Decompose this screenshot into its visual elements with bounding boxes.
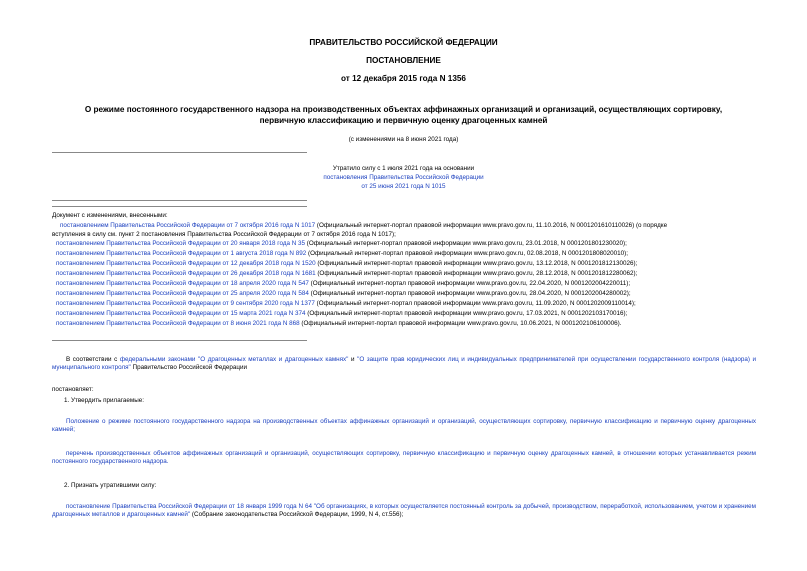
history-item: постановлением Правительства Российской Федерации от 20 января 2018 года N 35 (Официальный интернет-портал правовой информации www.pravo.gov.ru, 23.01.2018, N 0001201801230020); (56, 240, 627, 247)
history-item-link[interactable]: постановлением Правительства Российской Федерации от 12 декабря 2018 года N 1520 (56, 260, 316, 267)
history-item: постановлением Правительства Российской Федерации от 1 августа 2018 года N 892 (Официальный интернет-портал правовой информации www.pravo.gov.ru, 02.08.2018, N 0001201808020010); (56, 250, 629, 257)
history-item: постановлением Правительства Российской Федерации от 26 декабря 2018 года N 1681 (Официальный интернет-портал правовой информации www.pravo.gov.ru, 28.12.2018, N 0001201812280062); (56, 270, 638, 277)
history-item: постановлением Правительства Российской Федерации от 7 октября 2016 года N 1017 (Официальный интернет-портал правовой информации www.pravo.gov.ru, 11.10.2016, N 0001201610110026) (о порядке (60, 222, 668, 229)
history-item: постановлением Правительства Российской Федерации от 9 сентября 2020 года N 1377 (Официальный интернет-портал правовой информации www.pravo.gov.ru, 11.09.2020, N 0001202009110014); (56, 300, 636, 307)
protection-rights-law-link[interactable]: "О защите прав юридических лиц и индивидуальных предпринимателей при осуществлении государственного контроля (надзора) и муниципального контроля" (52, 356, 757, 372)
history-intro: Документ с изменениями, внесенными: (52, 212, 168, 219)
expired-line-1: Утратило силу с 1 июля 2021 года на основании (332, 165, 475, 172)
history-item: постановлением Правительства Российской Федерации от 8 июня 2021 года N 868 (Официальный интернет-портал правовой информации www.pravo.gov.ru, 10.06.2021, N 0001202106100006). (56, 320, 622, 327)
history-item-link[interactable]: постановлением Правительства Российской Федерации от 7 октября 2016 года N 1017 (60, 222, 316, 229)
approved-list-link[interactable]: перечень производственных объектов аффинажных организаций и организаций, осуществляющих сортировку, первичную классификацию и первичную оценку драгоценных камней, в отношении которых устанавливается режим постоянного государственного надзора. (52, 450, 756, 466)
history-item: постановлением Правительства Российской Федерации от 15 марта 2021 года N 374 (Официальный интернет-портал правовой информации www.pravo.gov.ru, 17.03.2021, N 0001202103170016); (56, 310, 628, 317)
repealed-paragraph: постановление Правительства Российской Федерации от 18 января 1999 года N 64 "Об организациях, в которых осуществляется постоянный контроль за добычей, производством, переработкой, использованием, учетом и хранением драгоценных металлов и драгоценных камней" (Собрание законодательства Российской Федерации, 1999, N 4, ст.556); (52, 503, 756, 519)
history-item-link[interactable]: постановлением Правительства Российской Федерации от 15 марта 2021 года N 374 (56, 310, 306, 317)
document-type: ПОСТАНОВЛЕНИЕ (366, 56, 441, 65)
history-item-link[interactable]: постановлением Правительства Российской Федерации от 1 августа 2018 года N 892 (56, 250, 307, 257)
history-item-link[interactable]: постановлением Правительства Российской Федерации от 26 декабря 2018 года N 1681 (56, 270, 316, 277)
item-1-text: 1. Утвердить прилагаемые: (64, 397, 144, 404)
amendment-note: (с изменениями на 8 июня 2021 года) (348, 136, 459, 143)
history-item: вступления в силу см. пункт 2 постановления Правительства Российской Федерации от 7 октября 2016 года N 1017); (52, 231, 396, 238)
repealed-resolution-link[interactable]: постановление Правительства Российской Федерации от 18 января 1999 года N 64 "Об организациях, в которых осуществляется постоянный контроль за добычей, производством, переработкой, использованием, учетом и хранением драгоценных металлов и драгоценных камней" (52, 503, 756, 519)
history-item-link[interactable]: постановлением Правительства Российской Федерации от 9 сентября 2020 года N 1377 (56, 300, 315, 307)
document-date-number: от 12 декабря 2015 года N 1356 (341, 74, 466, 83)
history-item-link[interactable]: постановлением Правительства Российской Федерации от 18 апреля 2020 года N 547 (56, 280, 309, 287)
history-item: постановлением Правительства Российской Федерации от 25 апреля 2020 года N 584 (Официальный интернет-портал правовой информации www.pravo.gov.ru, 28.04.2020, N 0001202004280002); (56, 290, 631, 297)
expired-link-line-2[interactable]: постановления Правительства Российской Федерации (323, 174, 484, 181)
history-item: постановлением Правительства Российской Федерации от 18 апреля 2020 года N 547 (Официальный интернет-портал правовой информации www.pravo.gov.ru, 22.04.2020, N 0001202004220011); (56, 280, 631, 287)
expired-link-line-3[interactable]: от 25 июня 2021 года N 1015 (361, 183, 446, 190)
divider (52, 340, 307, 341)
document-title-line-2: первичную классификацию и первичную оценку драгоценных камней (259, 116, 548, 125)
history-item-link[interactable]: постановлением Правительства Российской Федерации от 20 января 2018 года N 35 (56, 240, 306, 247)
divider (52, 200, 307, 201)
history-item: постановлением Правительства Российской Федерации от 12 декабря 2018 года N 1520 (Официальный интернет-портал правовой информации www.pravo.gov.ru, 13.12.2018, N 0001201812130026); (56, 260, 638, 267)
divider (52, 152, 307, 153)
government-heading: ПРАВИТЕЛЬСТВО РОССИЙСКОЙ ФЕДЕРАЦИИ (309, 38, 498, 47)
history-item-link[interactable]: постановлением Правительства Российской Федерации от 25 апреля 2020 года N 584 (56, 290, 309, 297)
approved-regulation-link[interactable]: Положение о режиме постоянного государственного надзора на производственных объектах аффинажных организаций и организаций, осуществляющих сортировку, первичную классификацию и первичную оценку драгоценных камней; (52, 418, 756, 434)
item-2-text: 2. Признать утратившими силу: (64, 482, 157, 489)
preamble-paragraph: В соответствии с федеральными законами "О драгоценных металлах и драгоценных камнях" и "О защите прав юридических лиц и индивидуальных предпринимателей при осуществлении государственного контроля (надзора) и муниципального контроля" Правительство Российской Федерации (52, 356, 757, 372)
history-item-link[interactable]: постановлением Правительства Российской Федерации от 8 июня 2021 года N 868 (56, 320, 300, 327)
document-title-line-1: О режиме постоянного государственного надзора на производственных объектах аффинажных организаций и организаций, осуществляющих сортировку, (84, 105, 723, 114)
federal-laws-link[interactable]: федеральными законами "О драгоценных металлах и драгоценных камнях" (119, 356, 349, 363)
resolves-text: постановляет: (52, 386, 94, 393)
divider (52, 206, 307, 207)
